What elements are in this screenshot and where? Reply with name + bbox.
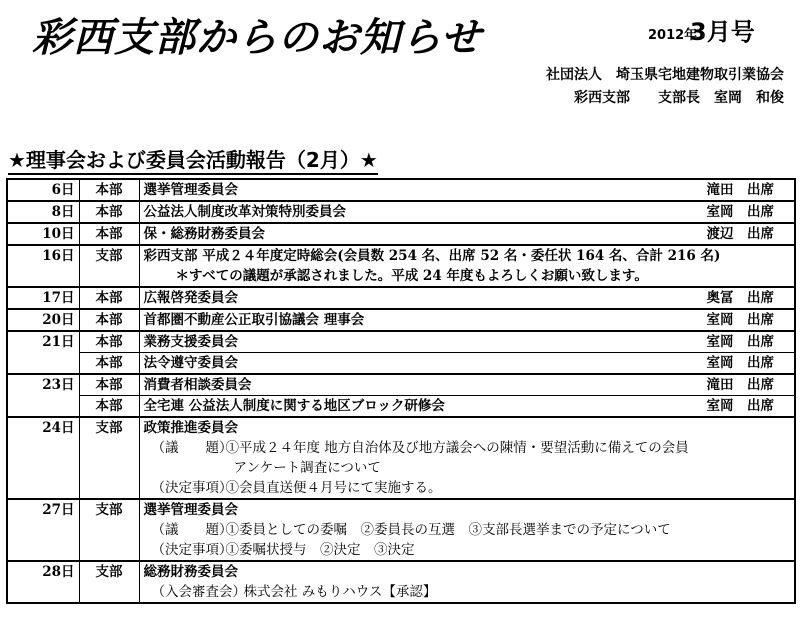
detail-text: ①平成２４年度 地方自治体及び地方議会への陳情・要望活動に備えての会員 (225, 440, 689, 456)
meeting-title: 公益法人制度改革対策特別委員会 (143, 204, 346, 220)
day-cell: 6日 (7, 179, 79, 201)
page-title: 彩西支部からのお知らせ (32, 15, 482, 61)
attendee: 室岡 出席 (706, 312, 774, 328)
meeting-title: 首都圏不動産公正取引協議会 理事会 (143, 312, 365, 328)
attendee: 滝田 出席 (706, 182, 774, 198)
content-cell (139, 353, 795, 375)
branch-cell: 本部 (79, 179, 139, 201)
issue-year: 2012年 (648, 28, 698, 43)
table-row (7, 309, 795, 331)
meeting-title: 政策推進委員会 (143, 420, 238, 436)
table-row (7, 245, 795, 266)
branch-cell: 本部 (79, 331, 139, 353)
detail-line (144, 540, 791, 560)
day-cell: 8日 (7, 201, 79, 223)
attendee: 渡辺 出席 (706, 226, 774, 242)
content-cell (139, 499, 795, 561)
content-cell (139, 179, 795, 201)
meeting-title: 業務支援委員会 (143, 334, 238, 350)
attendee: 奥冨 出席 (706, 290, 774, 306)
day-cell: 24日 (7, 417, 79, 499)
attendee: 室岡 出席 (706, 204, 774, 220)
organization-name: 社団法人 埼玉県宅地建物取引業協会 (546, 67, 784, 83)
issue-month: 3月号 (690, 18, 755, 46)
day-cell: 17日 (7, 287, 79, 309)
table-row (7, 499, 795, 561)
table-row (7, 374, 795, 396)
branch-chief: 彩西支部 支部長 室岡 和俊 (574, 90, 784, 106)
detail-line (144, 458, 791, 478)
day-cell: 21日 (7, 331, 79, 374)
content-cell (139, 201, 795, 223)
table-row (7, 353, 795, 375)
detail-line (144, 438, 791, 458)
branch-cell: 支部 (79, 499, 139, 561)
branch-cell: 本部 (79, 223, 139, 245)
day-cell: 20日 (7, 309, 79, 331)
meeting-title: 保・総務財務委員会 (143, 226, 265, 242)
branch-cell: 支部 (79, 417, 139, 499)
day-cell: 16日 (7, 245, 79, 287)
table-row (7, 561, 795, 603)
detail-text: ①会員直送便４月号にて実施する。 (225, 480, 442, 496)
detail-key: （入会審査会） (151, 584, 246, 600)
branch-cell: 本部 (79, 309, 139, 331)
attendee: 室岡 出席 (706, 334, 774, 350)
content-cell (139, 331, 795, 353)
day-cell: 10日 (7, 223, 79, 245)
content-cell (139, 396, 795, 418)
content-cell (139, 287, 795, 309)
detail-text: ①委員としての委嘱 ②委員長の互選 ③支部長選挙までの予定について (225, 522, 671, 538)
meeting-title: 総務財務委員会 (143, 564, 238, 580)
meeting-note: ＊すべての議題が承認されました。平成 24 年度もよろしくお願い致します。 (139, 266, 795, 287)
meeting-title: 全宅連 公益法人制度に関する地区ブロック研修会 (143, 398, 445, 414)
section-title: ★理事会および委員会活動報告（2月）★ (8, 144, 378, 173)
branch-cell: 本部 (79, 353, 139, 375)
meeting-title: 選挙管理委員会 (143, 182, 238, 198)
activity-report-table (6, 178, 796, 604)
day-cell: 23日 (7, 374, 79, 417)
meeting-title: 広報啓発委員会 (143, 290, 238, 306)
branch-cell: 本部 (79, 396, 139, 418)
detail-key: （決定事項） (151, 542, 233, 558)
day-cell: 27日 (7, 499, 79, 561)
attendee: 室岡 出席 (706, 355, 774, 371)
detail-text: アンケート調査について (233, 460, 381, 476)
detail-key: （決定事項） (151, 480, 233, 496)
meeting-title: 彩西支部 平成２４年度定時総会(会員数 254 名、出席 52 名・委任状 164 名、合計 216 名) (139, 245, 795, 266)
meeting-title: 法令遵守委員会 (143, 355, 238, 371)
content-cell (139, 561, 795, 603)
detail-text: 株式会社 みもりハウス【承認】 (243, 584, 437, 600)
content-cell (139, 374, 795, 396)
branch-cell: 本部 (79, 201, 139, 223)
table-row (7, 396, 795, 418)
meeting-title: 消費者相談委員会 (143, 377, 252, 393)
table-row (7, 201, 795, 223)
branch-cell: 本部 (79, 374, 139, 396)
day-cell: 28日 (7, 561, 79, 603)
attendee: 滝田 出席 (706, 377, 774, 393)
table-row (7, 179, 795, 201)
table-row (7, 417, 795, 499)
detail-key: （議 題） (151, 440, 233, 456)
content-cell (139, 417, 795, 499)
branch-cell: 本部 (79, 287, 139, 309)
content-cell (139, 223, 795, 245)
detail-line (144, 520, 791, 540)
content-cell (139, 309, 795, 331)
table-row (7, 331, 795, 353)
attendee: 室岡 出席 (706, 398, 774, 414)
detail-text: ①委嘱状授与 ②決定 ③決定 (225, 542, 415, 558)
meeting-title: 選挙管理委員会 (143, 502, 238, 518)
detail-line (144, 478, 791, 498)
table-row (7, 287, 795, 309)
detail-key: （議 題） (151, 522, 233, 538)
detail-line (144, 582, 791, 602)
branch-cell: 支部 (79, 245, 139, 287)
table-row (7, 223, 795, 245)
branch-cell: 支部 (79, 561, 139, 603)
